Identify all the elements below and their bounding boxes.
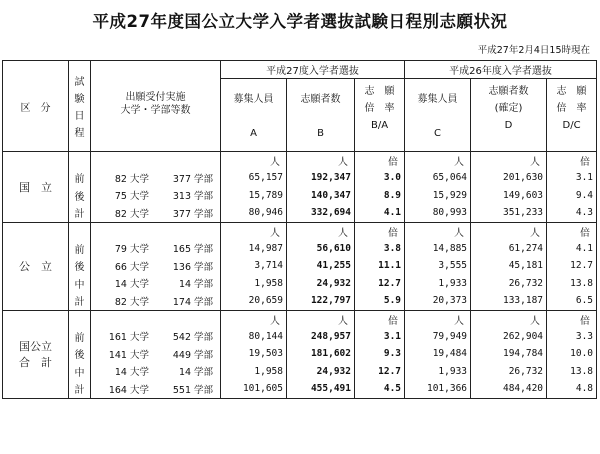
value-d: 26,732 (471, 275, 547, 293)
value-a: 101,605 (221, 380, 287, 398)
unit-nin: 人 (287, 152, 355, 170)
section-label-text: 国公立 (19, 340, 52, 353)
schedule-cell: 前 (69, 240, 91, 258)
value-dc: 3.1 (547, 169, 597, 187)
value-ba: 3.1 (355, 328, 405, 346)
value-b: 192,347 (287, 169, 355, 187)
value-a: 1,958 (221, 363, 287, 381)
institutions-cell: 164 大学 551 学部 (91, 380, 221, 398)
header-juuri: 出願受付実施 大学・学部等数 (91, 61, 221, 152)
value-a: 80,946 (221, 204, 287, 222)
value-dc: 13.8 (547, 275, 597, 293)
unit-nin: 人 (221, 152, 287, 170)
value-c: 20,373 (405, 292, 471, 310)
value-d: 61,274 (471, 240, 547, 258)
value-dc: 9.4 (547, 187, 597, 205)
schedule-cell: 後 (69, 345, 91, 363)
unit-bai: 倍 (355, 152, 405, 170)
unit-nin: 人 (405, 310, 471, 328)
value-b: 41,255 (287, 257, 355, 275)
header-row-1 (3, 61, 597, 79)
value-ba: 12.7 (355, 275, 405, 293)
value-ba: 5.9 (355, 292, 405, 310)
institutions-cell: 82 大学 377 学部 (91, 204, 221, 222)
value-d: 149,603 (471, 187, 547, 205)
value-a: 3,714 (221, 257, 287, 275)
unit-empty (91, 310, 221, 328)
value-b: 122,797 (287, 292, 355, 310)
unit-bai: 倍 (355, 310, 405, 328)
value-b: 332,694 (287, 204, 355, 222)
value-dc: 4.3 (547, 204, 597, 222)
value-d: 201,630 (471, 169, 547, 187)
application-status-table (2, 60, 597, 399)
unit-row (3, 222, 597, 240)
unit-nin: 人 (405, 222, 471, 240)
unit-bai: 倍 (547, 152, 597, 170)
table-row (3, 328, 597, 346)
header-h26: 平成26年度入学者選抜 (405, 61, 597, 79)
header-kubun: 区 分 (3, 61, 69, 152)
schedule-cell: 中 (69, 363, 91, 381)
section-label-text: 国 立 (19, 180, 52, 194)
value-d: 194,784 (471, 345, 547, 363)
unit-nin: 人 (471, 152, 547, 170)
table-row (3, 345, 597, 363)
value-dc: 4.1 (547, 240, 597, 258)
value-b: 181,602 (287, 345, 355, 363)
schedule-cell: 後 (69, 257, 91, 275)
table-row (3, 204, 597, 222)
unit-nin: 人 (471, 310, 547, 328)
value-dc: 6.5 (547, 292, 597, 310)
unit-nin: 人 (405, 152, 471, 170)
value-a: 19,503 (221, 345, 287, 363)
unit-bai: 倍 (547, 310, 597, 328)
header-boshu-c: 募集人員 C (405, 79, 471, 152)
table-row (3, 292, 597, 310)
value-dc: 12.7 (547, 257, 597, 275)
section-label (3, 222, 69, 310)
value-d: 45,181 (471, 257, 547, 275)
header-nittei: 試 験 日 程 (69, 61, 91, 152)
institutions-cell: 75 大学 313 学部 (91, 187, 221, 205)
unit-empty (91, 152, 221, 170)
table-row (3, 380, 597, 398)
table-row (3, 240, 597, 258)
schedule-cell: 後 (69, 187, 91, 205)
value-b: 56,610 (287, 240, 355, 258)
value-a: 14,987 (221, 240, 287, 258)
unit-empty (69, 310, 91, 328)
value-b: 455,491 (287, 380, 355, 398)
value-d: 26,732 (471, 363, 547, 381)
table-row (3, 257, 597, 275)
section-label (3, 152, 69, 223)
schedule-cell: 中 (69, 275, 91, 293)
value-ba: 11.1 (355, 257, 405, 275)
institutions-cell: 14 大学 14 学部 (91, 275, 221, 293)
value-b: 248,957 (287, 328, 355, 346)
value-c: 19,484 (405, 345, 471, 363)
value-d: 484,420 (471, 380, 547, 398)
value-b: 24,932 (287, 363, 355, 381)
value-c: 15,929 (405, 187, 471, 205)
table-row (3, 363, 597, 381)
value-ba: 9.3 (355, 345, 405, 363)
institutions-cell: 14 大学 14 学部 (91, 363, 221, 381)
value-c: 1,933 (405, 363, 471, 381)
value-ba: 12.7 (355, 363, 405, 381)
value-d: 133,187 (471, 292, 547, 310)
value-ba: 4.5 (355, 380, 405, 398)
unit-empty (69, 152, 91, 170)
unit-bai: 倍 (547, 222, 597, 240)
value-a: 65,157 (221, 169, 287, 187)
unit-bai: 倍 (355, 222, 405, 240)
value-ba: 3.0 (355, 169, 405, 187)
header-h27: 平成27度入学者選抜 (221, 61, 405, 79)
value-a: 15,789 (221, 187, 287, 205)
unit-nin: 人 (471, 222, 547, 240)
page-title: 平成27年度国公立大学入学者選抜試験日程別志願状況 (92, 12, 508, 31)
header-shigansha-d: 志願者数 (確定) D (471, 79, 547, 152)
schedule-cell: 計 (69, 204, 91, 222)
value-c: 80,993 (405, 204, 471, 222)
unit-empty (91, 222, 221, 240)
value-d: 351,233 (471, 204, 547, 222)
unit-nin: 人 (287, 310, 355, 328)
value-c: 65,064 (405, 169, 471, 187)
institutions-cell: 141 大学 449 学部 (91, 345, 221, 363)
institutions-cell: 161 大学 542 学部 (91, 328, 221, 346)
value-b: 140,347 (287, 187, 355, 205)
value-ba: 4.1 (355, 204, 405, 222)
value-c: 101,366 (405, 380, 471, 398)
value-c: 1,933 (405, 275, 471, 293)
header-bairitsu-dc: 志 願 倍 率 D/C (547, 79, 597, 152)
value-c: 3,555 (405, 257, 471, 275)
institutions-cell: 82 大学 377 学部 (91, 169, 221, 187)
institutions-cell: 66 大学 136 学部 (91, 257, 221, 275)
unit-row (3, 152, 597, 170)
unit-nin: 人 (221, 222, 287, 240)
unit-row (3, 310, 597, 328)
table-row (3, 169, 597, 187)
unit-empty (69, 222, 91, 240)
value-a: 20,659 (221, 292, 287, 310)
value-ba: 3.8 (355, 240, 405, 258)
value-dc: 13.8 (547, 363, 597, 381)
unit-nin: 人 (287, 222, 355, 240)
value-d: 262,904 (471, 328, 547, 346)
value-ba: 8.9 (355, 187, 405, 205)
value-b: 24,932 (287, 275, 355, 293)
value-dc: 4.8 (547, 380, 597, 398)
schedule-cell: 前 (69, 169, 91, 187)
schedule-cell: 計 (69, 380, 91, 398)
value-dc: 10.0 (547, 345, 597, 363)
value-c: 79,949 (405, 328, 471, 346)
value-c: 14,885 (405, 240, 471, 258)
section-label (3, 310, 69, 398)
value-dc: 3.3 (547, 328, 597, 346)
table-row (3, 187, 597, 205)
value-a: 80,144 (221, 328, 287, 346)
header-shigansha-b: 志願者数 B (287, 79, 355, 152)
section-label-text: 公 立 (19, 260, 52, 273)
section-label-text-2: 合 計 (19, 356, 52, 369)
header-bairitsu-ba: 志 願 倍 率 B/A (355, 79, 405, 152)
table-row (3, 275, 597, 293)
institutions-cell: 79 大学 165 学部 (91, 240, 221, 258)
unit-nin: 人 (221, 310, 287, 328)
schedule-cell: 計 (69, 292, 91, 310)
header-boshu-a: 募集人員 A (221, 79, 287, 152)
value-a: 1,958 (221, 275, 287, 293)
institutions-cell: 82 大学 174 学部 (91, 292, 221, 310)
as-of-date: 平成27年2月4日15時現在 (477, 45, 590, 56)
schedule-cell: 前 (69, 328, 91, 346)
